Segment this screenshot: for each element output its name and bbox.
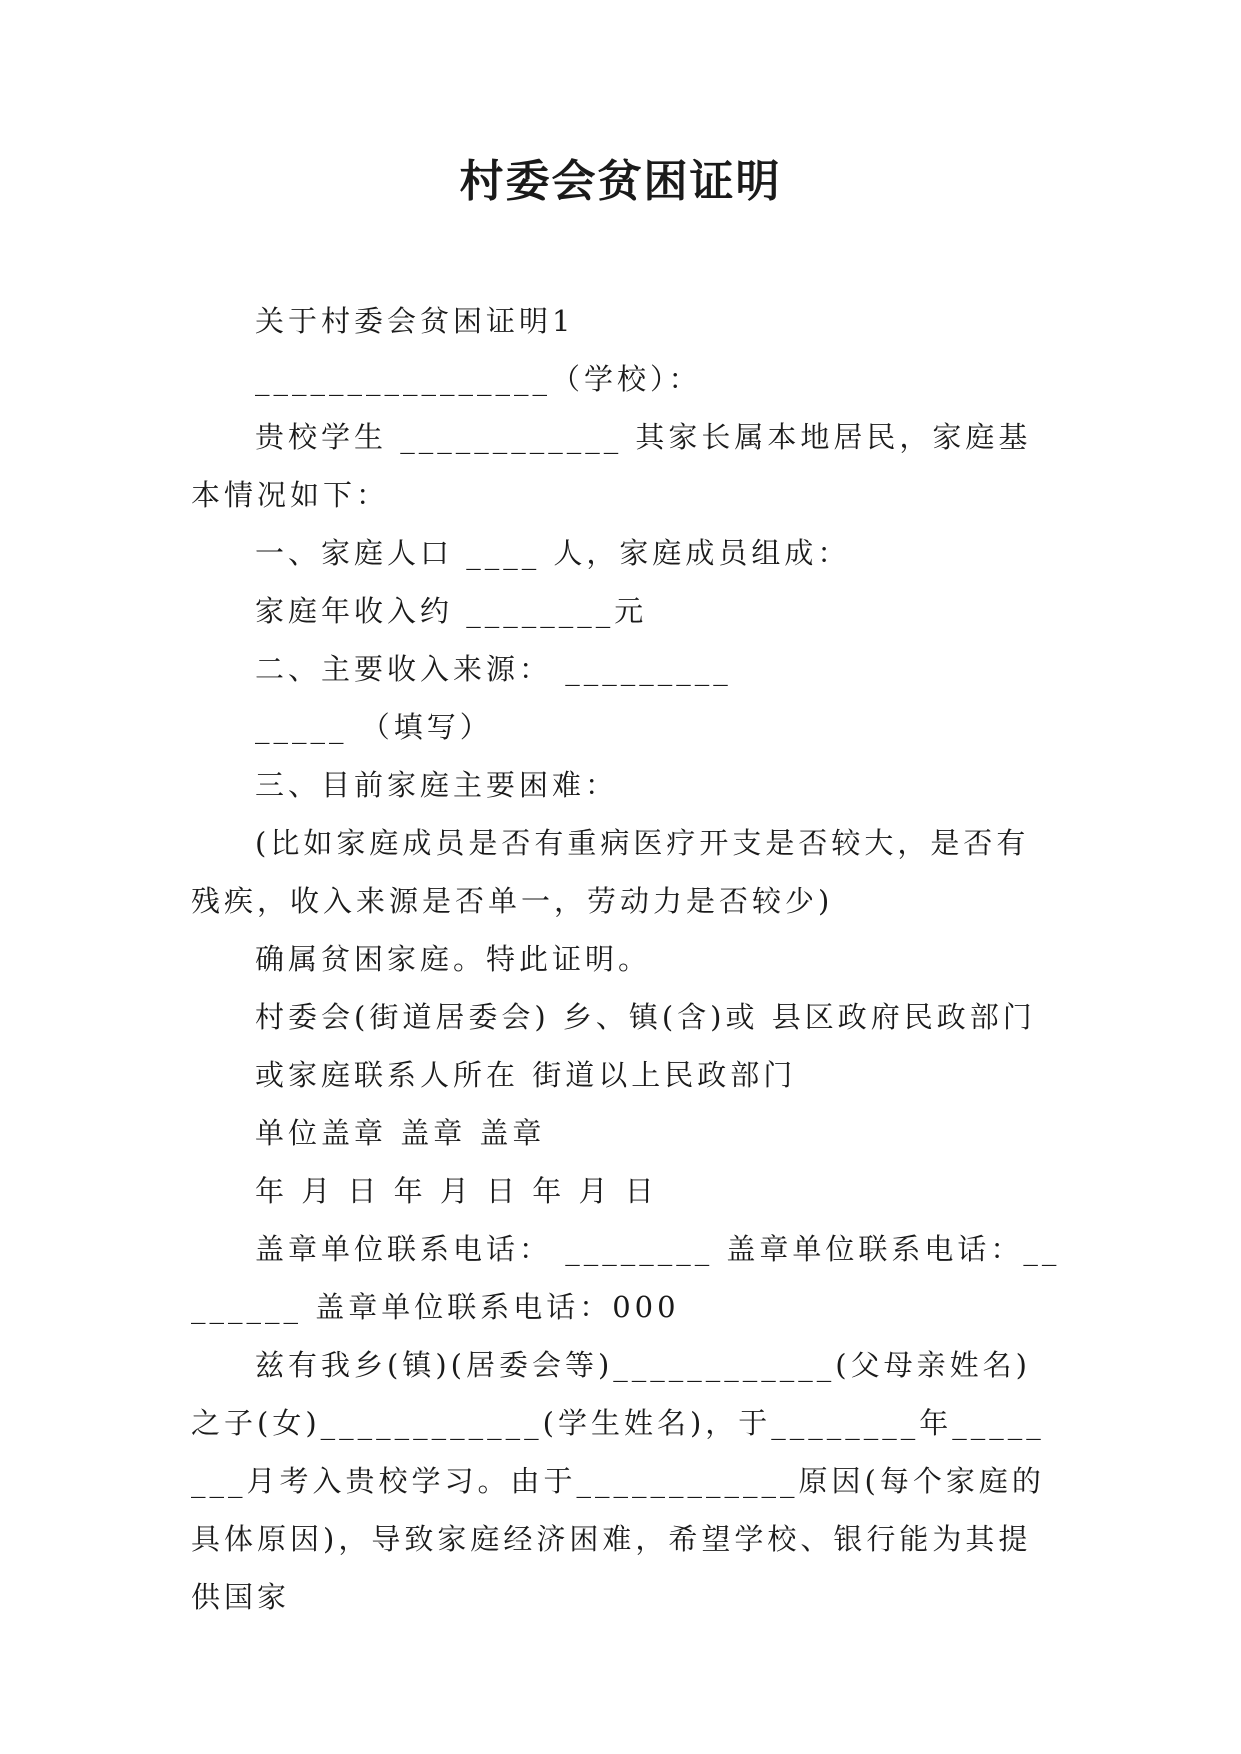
paragraph-authorities-2: 或家庭联系人所在 街道以上民政部门 [255, 1058, 797, 1092]
document-body [191, 292, 1061, 1626]
paragraph-dates: 年 月 日 年 月 日 年 月 日 [255, 1174, 658, 1208]
paragraph-household: 一、家庭人口 ____ 人，家庭成员组成： [255, 536, 851, 570]
paragraph-statement: 兹有我乡(镇)(居委会等)____________(父母亲姓名)之子(女)____________(学生姓名)，于________年________月考入贵校学习。由于____________原因(每个家庭的具体原因)，导致家庭经济困难，希望学校、银行能为其提供国家 [191, 1348, 1045, 1614]
paragraph-heading: 关于村委会贫困证明1 [255, 304, 575, 338]
paragraph-authorities: 村委会(街道居委会) 乡、镇(含)或 县区政府民政部门 [255, 1000, 1036, 1034]
paragraph-fill-in: _____ （填写） [255, 710, 493, 744]
paragraph-difficulty-examples: (比如家庭成员是否有重病医疗开支是否较大，是否有残疾，收入来源是否单一，劳动力是否较少) [191, 826, 1030, 918]
paragraph-phones: 盖章单位联系电话： ________ 盖章单位联系电话：________ 盖章单位联系电话：000 [191, 1232, 1061, 1324]
paragraph-student: 贵校学生 ____________ 其家长属本地居民，家庭基本情况如下： [191, 420, 1032, 512]
document-title: 村委会贫困证明 [459, 156, 782, 207]
paragraph-difficulty: 三、目前家庭主要困难： [255, 768, 619, 802]
paragraph-income: 家庭年收入约 ________元 [255, 594, 648, 628]
paragraph-certify: 确属贫困家庭。特此证明。 [255, 942, 652, 976]
paragraph-income-source: 二、主要收入来源： _________ [255, 652, 732, 686]
paragraph-school: ________________（学校）： [255, 362, 702, 396]
paragraph-seals: 单位盖章 盖章 盖章 [255, 1116, 546, 1150]
